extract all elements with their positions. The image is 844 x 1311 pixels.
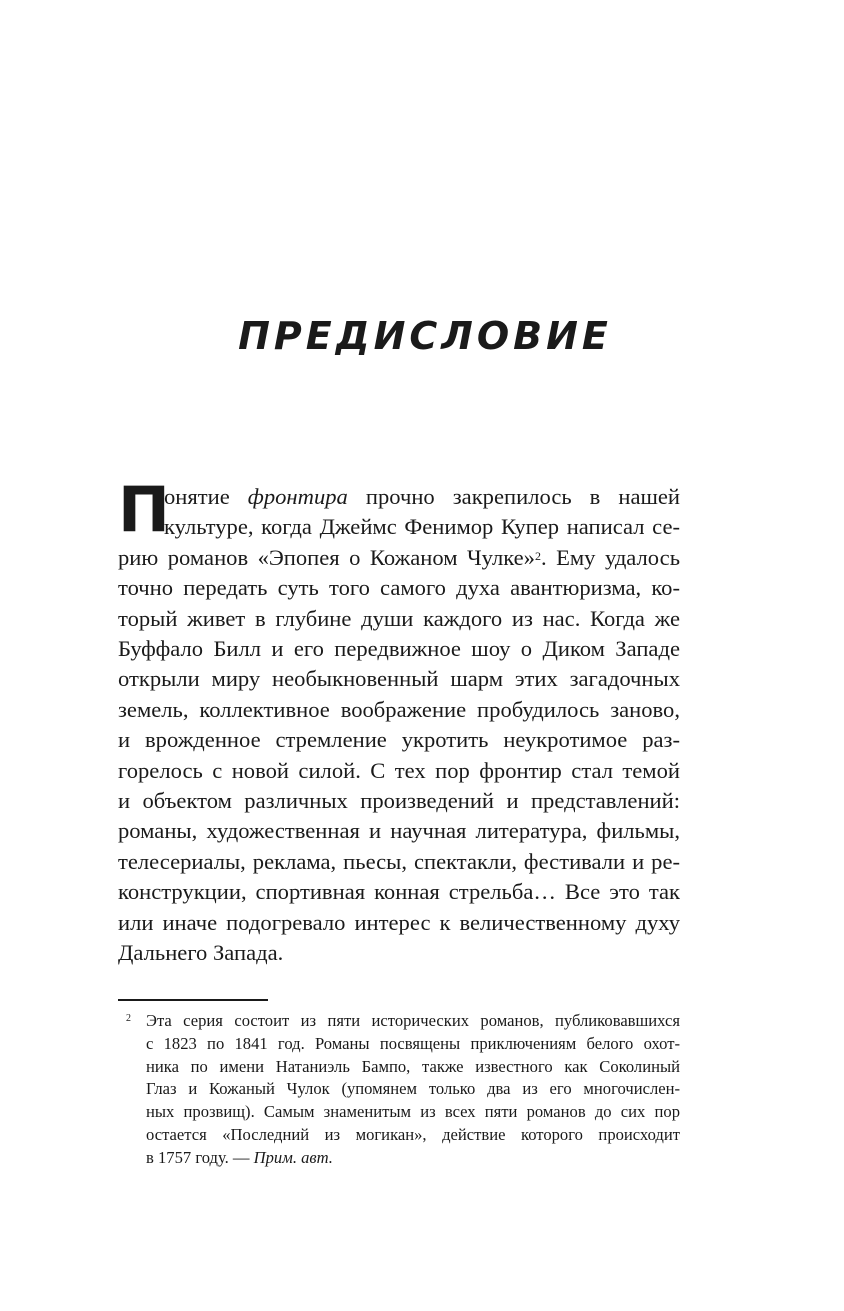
footnote-line: Глаз и Кожаный Чулок (упомянем только два из его многочислен- bbox=[146, 1079, 680, 1099]
body-paragraph bbox=[118, 473, 681, 969]
body-line: открыли миру необыкновенный шарм этих загадочных bbox=[118, 666, 680, 692]
body-line: телесериалы, реклама, пьесы, спектакли, фестивали и ре- bbox=[118, 848, 680, 874]
footnote bbox=[118, 1010, 680, 1170]
footnote-line: Эта серия состоит из пяти исторических романов, публиковавшихся bbox=[146, 1011, 680, 1030]
footnote-marker: 2 bbox=[126, 1013, 131, 1024]
body-line: и объектом различных произведений и представлений: bbox=[118, 788, 680, 814]
body-line: романы, художественная и научная литература, фильмы, bbox=[118, 818, 680, 844]
footnote-divider bbox=[118, 999, 268, 1001]
body-line: горелось с новой силой. С тех пор фронтир стал темой bbox=[118, 757, 680, 783]
page-title: ПРЕДИСЛОВИЕ bbox=[238, 314, 612, 358]
footnote-line: остается «Последний из могикан», действие которого происходит bbox=[146, 1124, 680, 1144]
footnote-text bbox=[146, 1010, 680, 1170]
body-line: Буффало Билл и его передвижное шоу о Диком Западе bbox=[118, 636, 680, 662]
body-line: Дальнего Запада. bbox=[118, 940, 284, 966]
body-line: земель, коллективное воображение пробудилось заново, bbox=[118, 696, 680, 722]
body-line: культуре, когда Джеймс Фенимор Купер написал се- bbox=[164, 514, 680, 540]
footnote-reference[interactable]: 2 bbox=[534, 548, 541, 563]
emphasized-term: фронтира bbox=[247, 484, 348, 509]
body-line: точно передать суть того самого духа авантюризма, ко- bbox=[118, 575, 680, 601]
body-line: или иначе подогревало интерес к величественному духу bbox=[118, 909, 680, 935]
author-note: Прим. авт. bbox=[253, 1147, 333, 1167]
body-line: торый живет в глубине души каждого из нас. Когда же bbox=[118, 605, 680, 631]
body-line: и врожденное стремление укротить неукротимое раз- bbox=[118, 727, 680, 753]
body-line: конструкции, спортивная конная стрельба… Все это так bbox=[118, 879, 680, 905]
drop-cap-letter: П bbox=[118, 473, 170, 546]
body-line: рию романов «Эпопея о Кожаном Чулке»$^2$. Ему удалось bbox=[118, 544, 681, 570]
footnote-line: с 1823 по 1841 год. Романы посвящены приключениям белого охот- bbox=[146, 1033, 680, 1053]
footnote-line: ных прозвищ). Самым знаменитым из всех пяти романов до сих пор bbox=[146, 1102, 680, 1122]
footnote-line: ника по имени Натаниэль Бампо, также известного как Соколиный bbox=[146, 1056, 680, 1076]
body-line: онятие фронтира прочно закрепилось в нашей bbox=[164, 484, 681, 509]
footnote-line: в 1757 году. — Прим. авт. bbox=[146, 1147, 333, 1167]
